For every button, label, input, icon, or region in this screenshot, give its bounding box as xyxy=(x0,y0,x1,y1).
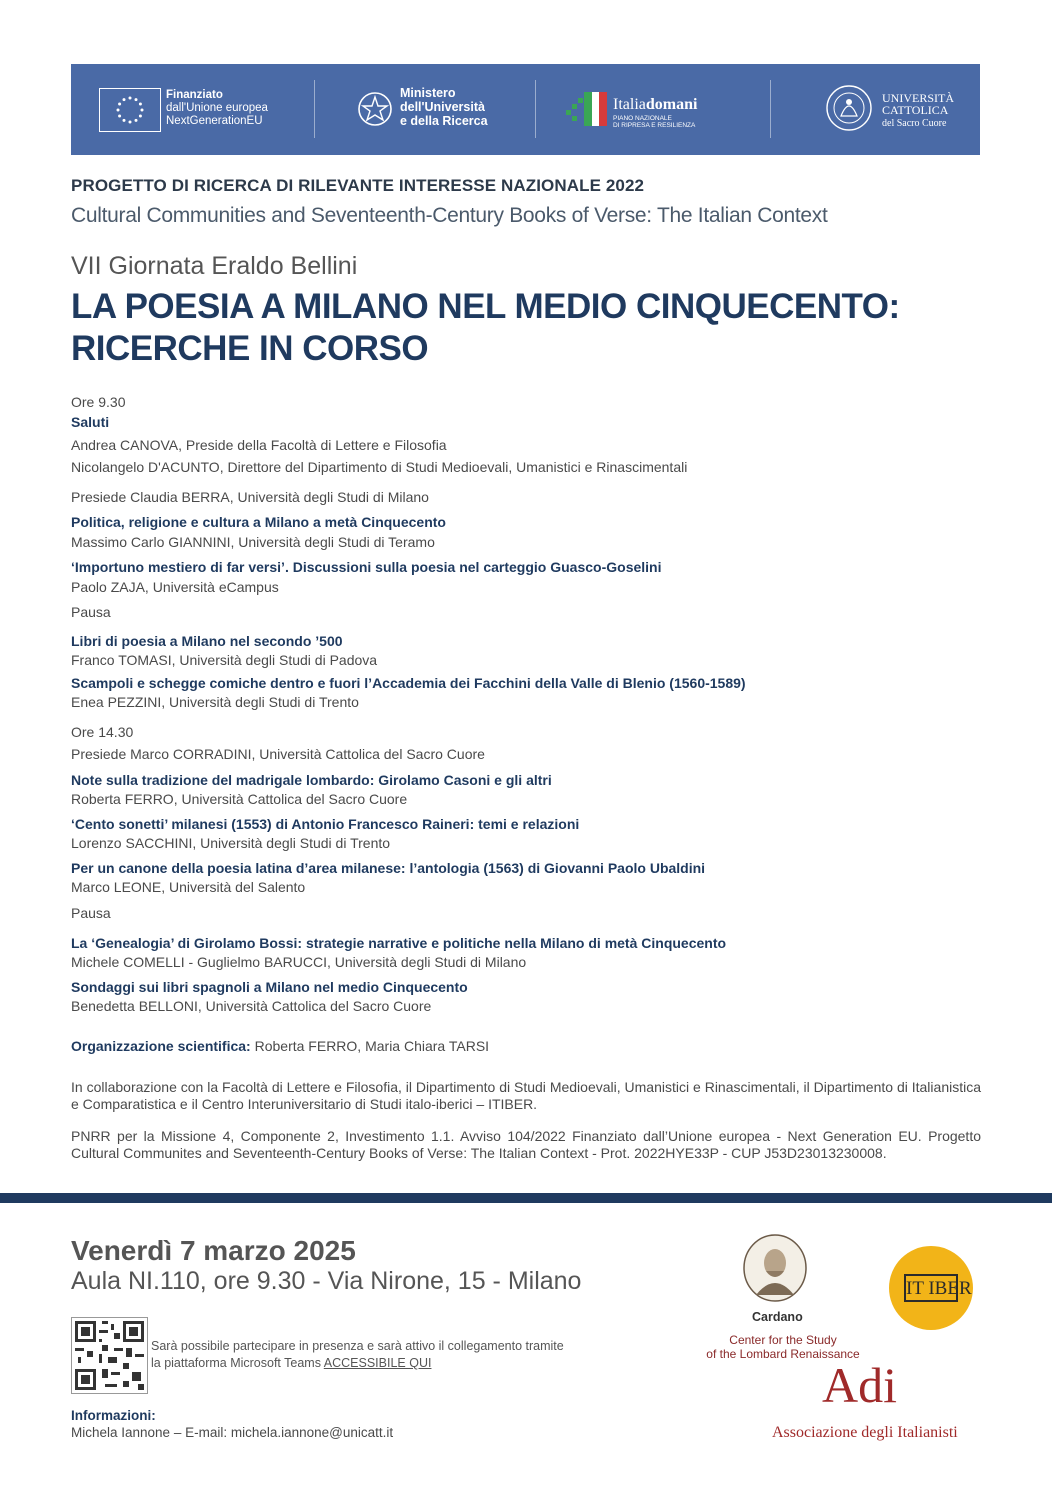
event-venue: Aula NI.110, ore 9.30 - Via Nirone, 15 - Milano xyxy=(71,1267,582,1295)
ministry-text: Ministero dell'Università e della Ricerca xyxy=(400,86,488,128)
cattolica-seal-icon xyxy=(825,84,873,132)
talk-title: Scampoli e schegge comiche dentro e fuori l’Accademia dei Facchini della Valle di Blenio (1560-1589) xyxy=(71,675,746,691)
page-title: LA POESIA A MILANO NEL MEDIO CINQUECENTO: RICERCHE IN CORSO xyxy=(71,287,900,368)
eu-funding-text: Finanziato dall'Unione europea NextGenerationEU xyxy=(166,89,268,127)
funding-banner xyxy=(71,64,980,155)
italiadomani-logo-icon xyxy=(566,86,608,130)
cardano-subtitle: Center for the Study of the Lombard Renaissance xyxy=(706,1333,860,1361)
event-date: Venerdì 7 marzo 2025 xyxy=(71,1235,356,1266)
greeting-speaker: Nicolangelo D'ACUNTO, Direttore del Dipartimento di Studi Medioevali, Umanistici e Rinascimentali xyxy=(71,459,688,475)
talk-speaker: Massimo Carlo GIANNINI, Università degli Studi di Teramo xyxy=(71,534,435,550)
talk-speaker: Roberta FERRO, Università Cattolica del Sacro Cuore xyxy=(71,791,408,807)
talk-title: Note sulla tradizione del madrigale lombardo: Girolamo Casoni e gli altri xyxy=(71,772,552,788)
greetings-heading: Saluti xyxy=(71,414,110,430)
greeting-speaker: Andrea CANOVA, Preside della Facoltà di Lettere e Filosofia xyxy=(71,437,447,453)
talk-speaker: Franco TOMASI, Università degli Studi di Padova xyxy=(71,652,378,668)
talk-speaker: Michele COMELLI - Guglielmo BARUCCI, Università degli Studi di Milano xyxy=(71,954,527,970)
talk-title: Politica, religione e cultura a Milano a metà Cinquecento xyxy=(71,514,446,530)
adi-logo: Adi xyxy=(822,1357,897,1413)
talk-title: Libri di poesia a Milano nel secondo ’500 xyxy=(71,633,343,649)
qr-code[interactable] xyxy=(71,1317,148,1394)
contact-info: Michela Iannone – E-mail: michela.iannone@unicatt.it xyxy=(71,1425,394,1440)
talk-title: ‘Cento sonetti’ milanesi (1553) di Antonio Francesco Raineri: temi e relazioni xyxy=(71,816,580,832)
italiadomani-name: Italiadomani xyxy=(613,96,698,113)
adi-subtitle: Associazione degli Italianisti xyxy=(772,1424,958,1441)
session-time: Ore 14.30 xyxy=(71,724,134,740)
session-chair: Presiede Marco CORRADINI, Università Cattolica del Sacro Cuore xyxy=(71,746,485,762)
break: Pausa xyxy=(71,905,111,921)
talk-title: ‘Importuno mestiero di far versi’. Discussioni sulla poesia nel carteggio Guasco-Goselini xyxy=(71,559,662,575)
talk-speaker: Enea PEZZINI, Università degli Studi di Trento xyxy=(71,694,359,710)
teams-link[interactable]: ACCESSIBILE QUI xyxy=(323,1356,432,1370)
event-series: VII Giornata Eraldo Bellini xyxy=(71,252,358,280)
info-heading: Informazioni: xyxy=(71,1408,156,1423)
itiber-text: IT IBER xyxy=(906,1278,972,1299)
project-title: Cultural Communities and Seventeenth-Century Books of Verse: The Italian Context xyxy=(71,204,828,227)
scientific-organization: Organizzazione scientifica: Roberta FERRO, Maria Chiara TARSI xyxy=(71,1038,490,1054)
talk-speaker: Benedetta BELLONI, Università Cattolica del Sacro Cuore xyxy=(71,998,432,1014)
italiadomani-subtitle: PIANO NAZIONALE DI RIPRESA E RESILIENZA xyxy=(613,115,696,129)
break: Pausa xyxy=(71,604,111,620)
republic-emblem-icon xyxy=(356,88,394,130)
talk-title: La ‘Genealogia’ di Girolamo Bossi: strategie narrative e politiche nella Milano di metà Cinquecento xyxy=(71,935,727,951)
session-chair: Presiede Claudia BERRA, Università degli Studi di Milano xyxy=(71,489,429,505)
cattolica-text: UNIVERSITÀ CATTOLICA del Sacro Cuore xyxy=(882,91,954,129)
pnrr-text: PNRR per la Missione 4, Componente 2, Investimento 1.1. Avviso 104/2022 Finanziato dall’Unione europea - Next Generation EU. Progetto Cultural Communites and Seventeenth-Century Books of Verse: The Italian Context - Prot. 2022HYE33P - CUP J53D23013230008. xyxy=(71,1128,981,1161)
session-time: Ore 9.30 xyxy=(71,394,126,410)
divider xyxy=(0,1193,1052,1203)
eu-flag-icon xyxy=(99,88,161,132)
talk-speaker: Paolo ZAJA, Università eCampus xyxy=(71,579,279,595)
cardano-portrait-icon xyxy=(742,1233,808,1303)
talk-title: Per un canone della poesia latina d’area milanese: l’antologia (1563) di Giovanni Paolo Ubaldini xyxy=(71,860,706,876)
attendance-note: Sarà possibile partecipare in presenza e sarà attivo il collegamento tramite la piattaforma Microsoft Teams ACCESSIBILE QUI xyxy=(151,1339,564,1370)
cardano-name: Cardano xyxy=(752,1310,803,1324)
talk-title: Sondaggi sui libri spagnoli a Milano nel medio Cinquecento xyxy=(71,979,468,995)
talk-speaker: Lorenzo SACCHINI, Università degli Studi di Trento xyxy=(71,835,391,851)
talk-speaker: Marco LEONE, Università del Salento xyxy=(71,879,306,895)
collaboration-text: In collaborazione con la Facoltà di Lettere e Filosofia, il Dipartimento di Studi Medioevali, Umanistici e Rinascimentali, il Dipartimento di Italianistica e Comparatistica e il Centro Interuniversitario di Studi italo-iberici – ITIBER. xyxy=(71,1079,981,1112)
prin-heading: PROGETTO DI RICERCA DI RILEVANTE INTERESSE NAZIONALE 2022 xyxy=(71,176,645,195)
